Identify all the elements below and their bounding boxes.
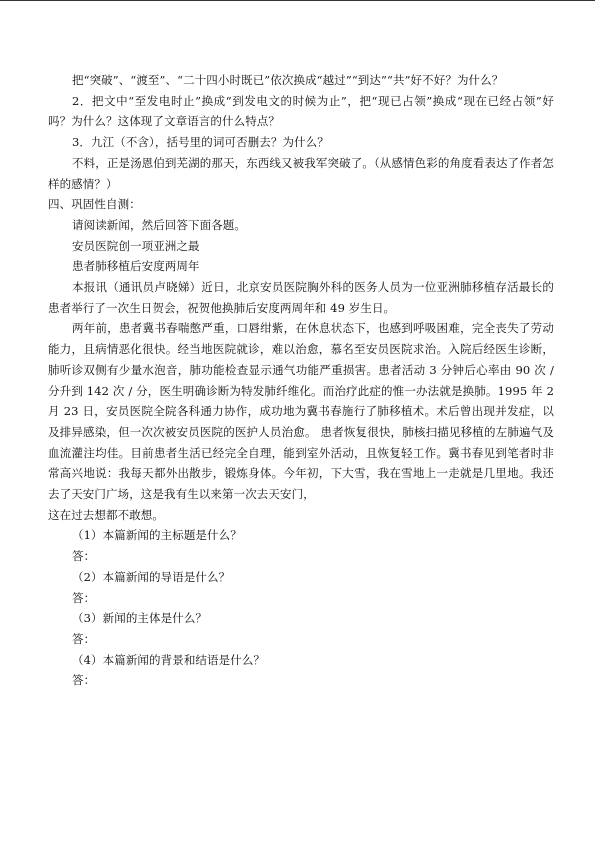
section-heading-self-test: 四、巩固性自测： xyxy=(48,197,141,212)
news-body: 两年前，患者冀书春喘憋严重，口唇绀紫，在休息状态下，也感到呼吸困难，完全丧失了劳动能力，且病情恶化很快。经当地医院就诊，难以治愈，慕名至安员医院求治。入院后经医生诊断，肺听诊双侧有少量水泡音，肺功能检查显示通气功能严重损害。患者活动 3 分钟后心率由 90 次 / 分升到 142 次 / 分，医生明确诊断为特发肺纤维化。而治疗此症的惟一办法就是换肺。1995 年 2 月 23 日，安员医院全院各科通力协作，成功地为冀书春施行了肺移植术。术后曾出现并发症，以及排异感染，但一次次被安员医院的医护人员治愈。 患者恢复很快，肺核扫描见移植的左肺遍气及血流灌注均佳。目前患者生活已经完全自理，能到室外活动，且恢复轻工作。冀书春见到笔者时非常高兴地说：我每天都外出散步，锻炼身体。今年初，下大雪，我在雪地上一走就是几里地。我还去了天安门广场，这是我有生以来第一次去天安门， xyxy=(48,321,554,502)
answer-label-2: 答： xyxy=(72,590,96,605)
news-body-last-line: 这在过去想都不敢想。 xyxy=(48,507,164,522)
news-main-title: 安员医院创一项亚洲之最 xyxy=(72,238,200,253)
instruction-text: 请阅读新闻，然后回答下面各题。 xyxy=(72,217,246,232)
exercise-question-1: （1）本篇新闻的主标题是什么？ xyxy=(72,528,242,543)
question-emotion: 不料，正是汤恩伯到芜湖的那天，东西线又被我军突破了。（从感情色彩的角度看表达了作者怎样的感情？） xyxy=(48,155,554,191)
question-3: 3．九江（不含），括号里的词可否删去？为什么？ xyxy=(72,135,329,150)
answer-label-1: 答： xyxy=(72,549,96,564)
answer-label-4: 答： xyxy=(72,673,96,688)
header-rule xyxy=(0,0,595,1)
news-subtitle: 患者肺移植后安度两周年 xyxy=(72,259,200,274)
question-2: 2．把文中“至发电时止”换成“到发电文的时候为止”，把“现已占领”换成“现在已经占领”好吗？为什么？这体现了文章语言的什么特点？ xyxy=(48,93,554,129)
news-lead: 本报讯（通讯员卢晓娣）近日，北京安员医院胸外科的医务人员为一位亚洲肺移植存活最长的患者举行了一次生日贺会，祝贺他换肺后安度两周年和 49 岁生日。 xyxy=(48,280,554,315)
question-replace-words: 把“突破”、“渡至”、“二十四小时既已”依次换成“越过”“到达”“共”好不好？为什么？ xyxy=(72,73,504,87)
answer-label-3: 答： xyxy=(72,631,96,646)
exercise-question-3: （3）新闻的主体是什么？ xyxy=(72,611,208,626)
exercise-question-4: （4）本篇新闻的背景和结语是什么？ xyxy=(72,652,266,667)
exercise-question-2: （2）本篇新闻的导语是什么？ xyxy=(72,569,231,584)
document-body xyxy=(48,70,554,691)
